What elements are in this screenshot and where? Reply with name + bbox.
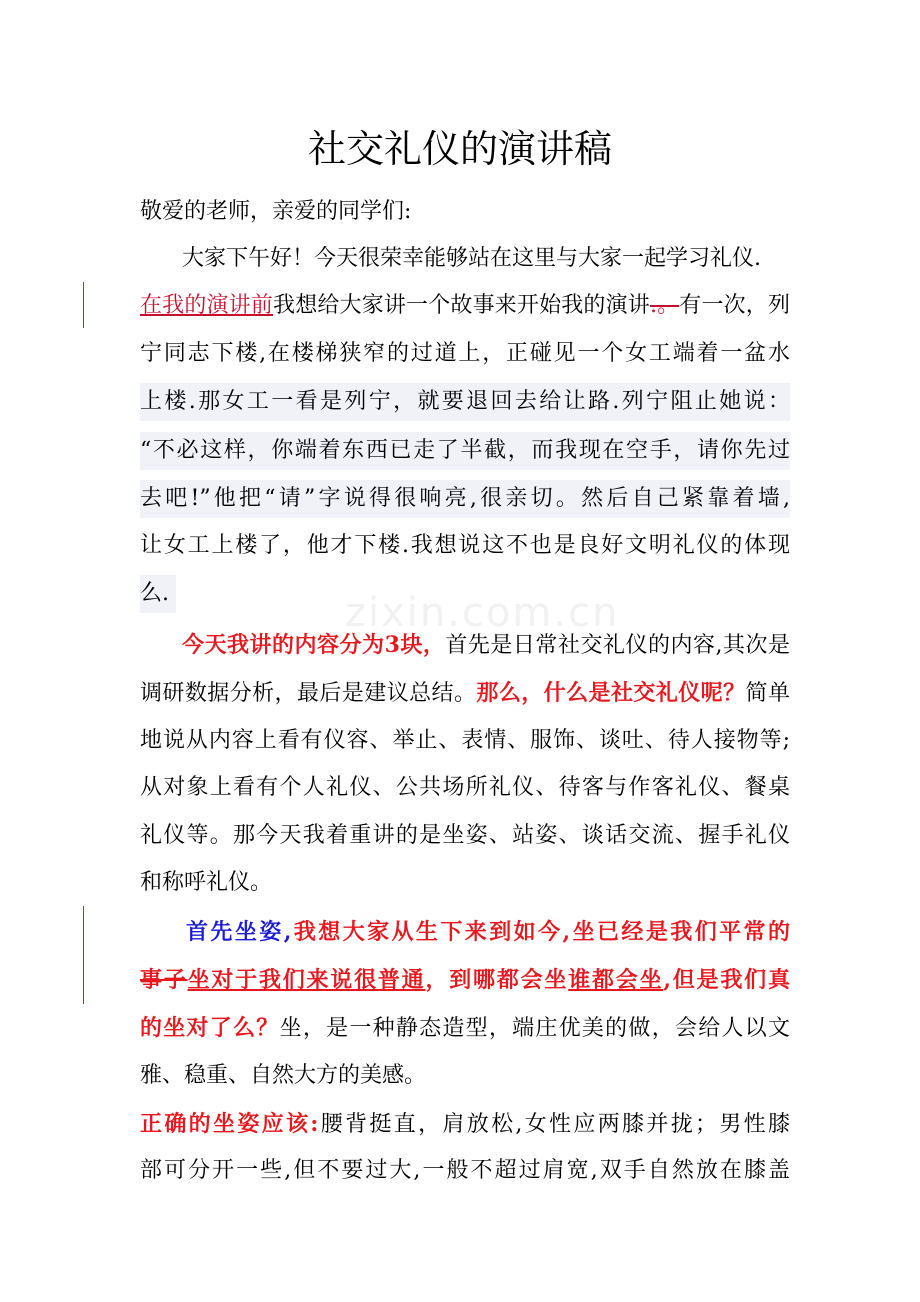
paragraph-story-line-3: 上楼.那女工一看是列宁，就要退回去给让路.列宁阻止她说： — [140, 383, 790, 421]
highlight-text: 今天我讲的内容分为3块， — [182, 632, 446, 658]
inserted-text: 在我的演讲前 — [140, 293, 274, 318]
paragraph-sitting-line-4: 雅、稳重、自然大方的美感。 — [140, 1063, 427, 1088]
text-run: 有一次，列 — [679, 293, 790, 318]
paragraph-story-line-7: 么. — [140, 575, 176, 613]
paragraph-story-line-5: 去吧!”他把“请”字说得很响亮,很亲切。然后自己紧靠着墙, — [140, 480, 790, 518]
paragraph-posture-line-1 — [140, 1105, 790, 1144]
paragraph-story-line-4: “不必这样，你端着东西已走了半截，而我现在空手，请你先过 — [140, 432, 790, 470]
paragraph-content-line-1 — [182, 626, 790, 665]
text-run: 调研数据分析，最后是建议总结。 — [140, 681, 477, 706]
paragraph-greeting: 大家下午好！今天很荣幸能够站在这里与大家一起学习礼仪. — [182, 246, 761, 271]
section-heading: 首先坐姿, — [186, 919, 292, 945]
text-run: 我想给大家讲一个故事来开始我的演讲 — [273, 293, 650, 318]
inserted-text: 坐对于我们来说很普通 — [187, 967, 426, 993]
paragraph-content-line-5: 礼仪等。那今天我着重讲的是坐姿、站姿、谈话交流、握手礼仪 — [140, 823, 790, 848]
highlight-text: 正确的坐姿应该: — [140, 1111, 319, 1137]
paragraph-content-line-6: 和称呼礼仪。 — [140, 870, 273, 895]
text-run: 首先是日常社交礼仪的内容,其次是 — [445, 633, 791, 658]
paragraph-story-line-1 — [140, 287, 790, 325]
paragraph-content-line-3: 地说从内容上看有仪容、举止、表情、服饰、谈吐、待人接物等; — [140, 728, 790, 753]
paragraph-posture-line-2: 部可分开一些,但不要过大,一般不超过肩宽,双手自然放在膝盖 — [140, 1158, 790, 1183]
paragraph-sitting-line-3 — [140, 1009, 790, 1048]
paragraph-content-line-4: 从对象上看有个人礼仪、公共场所礼仪、待客与作客礼仪、餐桌 — [140, 775, 790, 800]
text-run: ,但是我们真 — [663, 967, 790, 993]
text-run: 简单 — [745, 681, 790, 706]
highlight-question: 的坐对了么？ — [140, 1015, 280, 1041]
paragraph-sitting-line-2 — [140, 961, 790, 999]
text-run: ，到哪都会坐 — [425, 967, 569, 993]
salutation: 敬爱的老师，亲爱的同学们: — [140, 199, 412, 224]
revision-change-bar — [83, 282, 84, 328]
paragraph-content-line-2 — [140, 674, 790, 713]
text-run: 坐，是一种静态造型，端庄优美的做，会给人以文 — [279, 1016, 790, 1041]
revision-change-bar — [83, 906, 84, 1004]
deleted-text: .。 — [649, 293, 680, 318]
paragraph-story-line-6: 让女工上楼了，他才下楼.我想说这不也是良好文明礼仪的体现 — [140, 533, 790, 558]
deleted-text: 事子 — [140, 967, 188, 993]
inserted-text: 谁都会坐 — [568, 967, 664, 993]
highlight-text: 我想大家从生下来到如今,坐已经是我们平常的 — [291, 919, 790, 945]
watermark: zixin.com.cn — [345, 590, 620, 636]
paragraph-story-line-2: 宁同志下楼,在楼梯狭窄的过道上，正碰见一个女工端着一盆水 — [140, 341, 790, 366]
text-run: 腰背挺直，肩放松,女性应两膝并拢；男性膝 — [318, 1112, 791, 1137]
document-title: 社交礼仪的演讲稿 — [307, 127, 612, 171]
highlight-question: 那么，什么是社交礼仪呢？ — [476, 680, 746, 706]
paragraph-sitting-line-1 — [186, 913, 790, 952]
